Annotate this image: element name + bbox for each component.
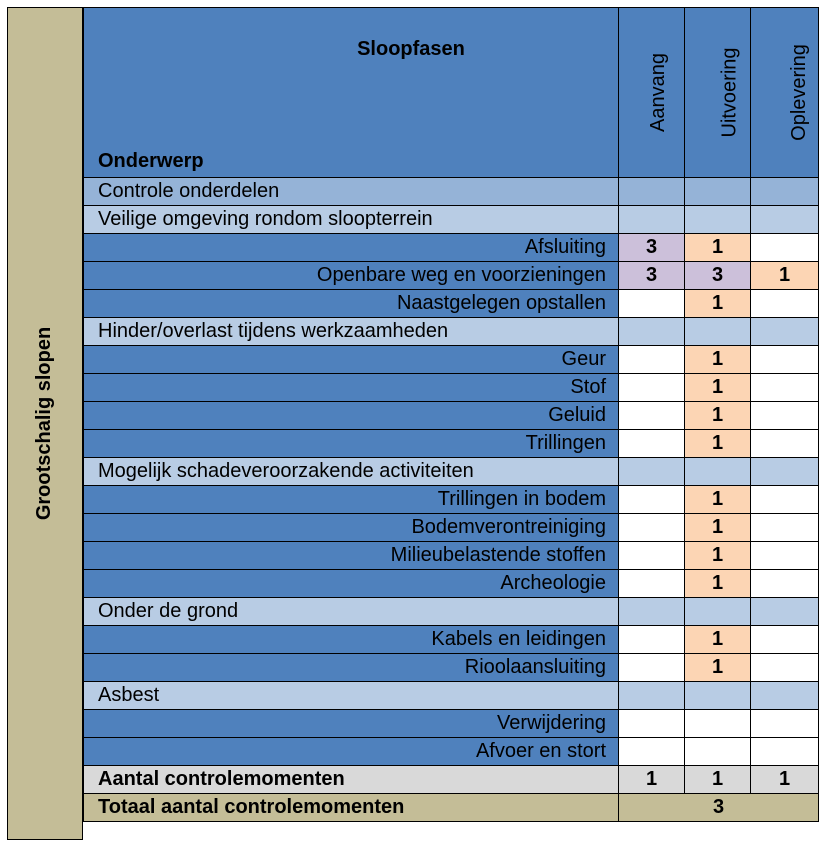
phase-count-cell	[751, 570, 819, 598]
phase-count-cell	[619, 486, 685, 514]
item-label: Milieubelastende stoffen	[84, 542, 619, 570]
section-row	[84, 682, 819, 710]
phase-count-cell	[751, 206, 819, 234]
phase-count-cell	[685, 206, 751, 234]
phase-count-cell: 1	[751, 262, 819, 290]
item-label: Bodemverontreiniging	[84, 514, 619, 542]
item-row	[84, 654, 819, 682]
item-row	[84, 710, 819, 738]
phase-count-cell	[685, 682, 751, 710]
phase-count-cell: 1	[685, 514, 751, 542]
item-label: Rioolaansluiting	[84, 654, 619, 682]
phase-label: Aanvang	[646, 53, 669, 132]
section-label: Asbest	[84, 682, 619, 710]
section-row	[84, 318, 819, 346]
phase-count-cell	[619, 570, 685, 598]
phase-count-cell: 3	[685, 262, 751, 290]
section-label: Veilige omgeving rondom sloopterrein	[84, 206, 619, 234]
section-row	[84, 178, 819, 206]
section-label: Controle onderdelen	[84, 178, 619, 206]
section-label: Mogelijk schadeveroorzakende activiteiten	[84, 458, 619, 486]
total-row	[84, 794, 819, 822]
phase-count-cell	[751, 178, 819, 206]
section-row	[84, 598, 819, 626]
phase-count-cell	[685, 598, 751, 626]
item-label: Stof	[84, 374, 619, 402]
phase-count-cell: 1	[685, 430, 751, 458]
phase-count-cell: 3	[619, 234, 685, 262]
total-value: 3	[619, 794, 819, 822]
phase-count-cell: 1	[685, 570, 751, 598]
phase-count-cell: 1	[685, 402, 751, 430]
item-label: Trillingen in bodem	[84, 486, 619, 514]
item-label: Openbare weg en voorzieningen	[84, 262, 619, 290]
phase-count-cell	[619, 458, 685, 486]
phase-count-cell	[619, 290, 685, 318]
phase-count-cell: 3	[619, 262, 685, 290]
phase-count-cell: 1	[685, 346, 751, 374]
phase-label: Uitvoering	[718, 47, 741, 138]
phase-count-cell	[619, 178, 685, 206]
section-label: Hinder/overlast tijdens werkzaamheden	[84, 318, 619, 346]
phase-count-cell	[619, 542, 685, 570]
phase-count-cell	[751, 682, 819, 710]
item-row	[84, 514, 819, 542]
phase-label: Oplevering	[787, 44, 810, 141]
phase-count-cell	[619, 626, 685, 654]
summary-value: 1	[619, 766, 685, 794]
section-row	[84, 458, 819, 486]
section-label: Onder de grond	[84, 598, 619, 626]
phase-count-cell: 1	[685, 234, 751, 262]
phase-count-cell: 1	[685, 374, 751, 402]
item-label: Verwijdering	[84, 710, 619, 738]
phase-count-cell: 1	[685, 290, 751, 318]
item-label: Afsluiting	[84, 234, 619, 262]
control-table	[83, 7, 819, 822]
phase-count-cell: 1	[685, 486, 751, 514]
item-label: Geur	[84, 346, 619, 374]
phase-count-cell	[619, 402, 685, 430]
item-row	[84, 346, 819, 374]
phase-count-cell	[751, 654, 819, 682]
item-label: Trillingen	[84, 430, 619, 458]
item-row	[84, 626, 819, 654]
phase-count-cell	[685, 318, 751, 346]
phase-header-aanvang	[619, 8, 685, 178]
phase-count-cell	[751, 234, 819, 262]
item-label: Archeologie	[84, 570, 619, 598]
sidebar-category	[7, 7, 83, 840]
item-label: Geluid	[84, 402, 619, 430]
phase-count-cell	[619, 598, 685, 626]
phase-count-cell	[619, 346, 685, 374]
phase-count-cell	[685, 738, 751, 766]
section-row	[84, 206, 819, 234]
header-row	[84, 8, 819, 178]
total-label: Totaal aantal controlemomenten	[84, 794, 619, 822]
phase-count-cell	[619, 654, 685, 682]
sidebar-label: Grootschalig slopen	[33, 326, 56, 521]
phase-header-uitvoering	[685, 8, 751, 178]
item-row	[84, 486, 819, 514]
summary-row	[84, 766, 819, 794]
phase-count-cell	[751, 346, 819, 374]
summary-label: Aantal controlemomenten	[84, 766, 619, 794]
phase-count-cell	[751, 290, 819, 318]
item-row	[84, 542, 819, 570]
item-row	[84, 738, 819, 766]
phase-count-cell	[619, 514, 685, 542]
item-label: Kabels en leidingen	[84, 626, 619, 654]
header-title-cell	[84, 8, 619, 178]
phase-count-cell	[619, 318, 685, 346]
phase-count-cell: 1	[685, 626, 751, 654]
phase-count-cell	[619, 738, 685, 766]
phase-count-cell	[751, 458, 819, 486]
item-label: Afvoer en stort	[84, 738, 619, 766]
header-subject-label: Onderwerp	[98, 150, 204, 172]
item-row	[84, 570, 819, 598]
phase-count-cell	[685, 178, 751, 206]
phase-count-cell	[751, 514, 819, 542]
header-title: Sloopfasen	[357, 38, 465, 60]
phase-count-cell	[751, 318, 819, 346]
phase-count-cell	[619, 682, 685, 710]
phase-count-cell	[619, 374, 685, 402]
item-row	[84, 402, 819, 430]
phase-count-cell	[751, 626, 819, 654]
phase-count-cell: 1	[685, 542, 751, 570]
phase-count-cell	[751, 402, 819, 430]
phase-count-cell	[685, 710, 751, 738]
phase-count-cell	[751, 430, 819, 458]
phase-count-cell	[619, 710, 685, 738]
phase-count-cell	[619, 206, 685, 234]
phase-count-cell	[685, 458, 751, 486]
phase-count-cell: 1	[685, 654, 751, 682]
phase-count-cell	[751, 738, 819, 766]
phase-count-cell	[619, 430, 685, 458]
phase-count-cell	[751, 542, 819, 570]
phase-count-cell	[751, 374, 819, 402]
item-row	[84, 374, 819, 402]
phase-count-cell	[751, 598, 819, 626]
summary-value: 1	[751, 766, 819, 794]
item-label: Naastgelegen opstallen	[84, 290, 619, 318]
item-row	[84, 430, 819, 458]
summary-value: 1	[685, 766, 751, 794]
item-row	[84, 290, 819, 318]
phase-count-cell	[751, 486, 819, 514]
item-row	[84, 234, 819, 262]
phase-count-cell	[751, 710, 819, 738]
phase-header-oplevering	[751, 8, 819, 178]
item-row	[84, 262, 819, 290]
